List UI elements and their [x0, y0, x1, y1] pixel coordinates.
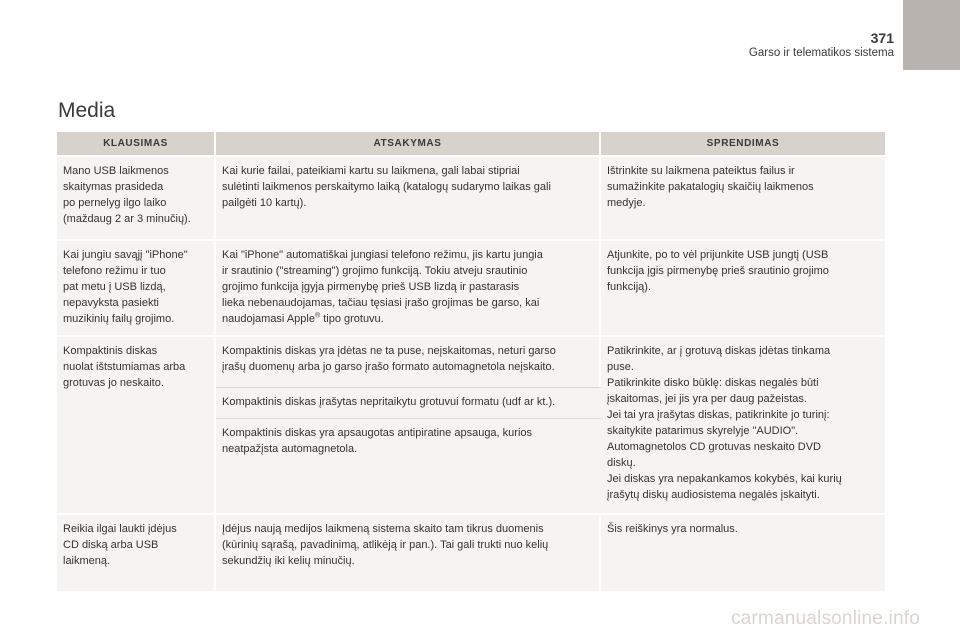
table-header-row	[57, 132, 885, 155]
column-header-question: KLAUSIMAS	[57, 132, 216, 155]
answer-text: Kompaktinis diskas yra apsaugotas antipiratine apsauga, kurios neatpažįsta automagnetola.	[222, 427, 533, 455]
question-cell	[57, 513, 216, 591]
solution-cell	[601, 335, 885, 513]
answer-cell	[216, 155, 601, 239]
troubleshooting-table	[57, 132, 885, 591]
question-cell	[57, 239, 216, 335]
answer-text	[222, 247, 593, 327]
solution-text: Patikrinkite, ar į grotuvą diskas įdėtas tinkama puse. Patikrinkite disko būklę: diskas negalės būti įskaitomas, jei jis yra per daug pažeistas. Jei tai yra įrašytas diskas, patikrinkite jo turinį: skaitykite patarimus skyrelyje "AUDIO". Automagnetolos CD grotuvas neskaito DVD diskų. Jei diskas yra nepakankamos kokybės, kai kurių įrašytų diskų audiosistema negalės įskaityti.	[607, 345, 842, 501]
answer-text-main: Kai "iPhone" automatiškai jungiasi telefono režimu, jis kartu jungia ir srautinio ("streaming") grojimo funkciją. Tokiu atveju srautinio grojimo funkcija įgyja pirmenybę prieš USB lizdą ir pastarasis lieka nebenaudojamas, tačiau tęsiasi įrašo grojimas be garso, kai naudojamasi Apple	[222, 249, 543, 325]
section-header: Garso ir telematikos sistema	[748, 47, 894, 59]
column-header-solution: SPRENDIMAS	[601, 132, 885, 155]
answer-cell	[216, 418, 601, 513]
question-text: Kai jungiu savąjį "iPhone" telefono režimu ir tuo pat metu į USB lizdą, nepavyksta pasiekti muzikinių failų grojimo.	[63, 249, 188, 325]
question-cell	[57, 335, 216, 513]
column-header-answer: ATSAKYMAS	[216, 132, 601, 155]
answer-text: Kompaktinis diskas įrašytas nepritaikytu grotuvui formatu (udf ar kt.).	[222, 396, 556, 408]
answer-text: Kai kurie failai, pateikiami kartu su laikmena, gali labai stipriai sulėtinti laikmenos perskaitymo laiką (katalogų sudarymo laikas gali pailgėti 10 kartų).	[222, 165, 551, 209]
question-text: Reikia ilgai laukti įdėjus CD diską arba USB laikmeną.	[63, 523, 177, 567]
table-row	[57, 513, 885, 591]
page-title: Media	[58, 99, 116, 122]
registered-mark: ®	[314, 312, 321, 320]
table-row	[57, 239, 885, 335]
solution-cell	[601, 239, 885, 335]
solution-cell	[601, 155, 885, 239]
question-text: Mano USB laikmenos skaitymas prasideda po pernelyg ilgo laiko (maždaug 2 ar 3 minučių).	[63, 165, 191, 225]
solution-cell	[601, 513, 885, 591]
answer-cell	[216, 335, 601, 387]
answer-text: Kompaktinis diskas yra įdėtas ne ta puse, neįskaitomas, neturi garso įrašų duomenų arba jo garso įrašo formato automagnetola neįskaito.	[222, 345, 556, 373]
table-row	[57, 335, 885, 387]
solution-text: Šis reiškinys yra normalus.	[607, 523, 738, 535]
solution-text: Ištrinkite su laikmena pateiktus failus ir sumažinkite pakatalogių skaičių laikmenos medyje.	[607, 165, 814, 209]
question-text: Kompaktinis diskas nuolat ištstumiamas arba grotuvas jo neskaito.	[63, 345, 186, 389]
corner-tab	[903, 0, 960, 70]
table-row	[57, 155, 885, 239]
answer-cell	[216, 387, 601, 418]
question-cell	[57, 155, 216, 239]
answer-text-end: tipo grotuvu.	[320, 313, 384, 325]
solution-text: Atjunkite, po to vėl prijunkite USB jungtį (USB funkcija įgis pirmenybę prieš srautinio grojimo funkciją).	[607, 249, 829, 293]
answer-cell	[216, 239, 601, 335]
answer-cell	[216, 513, 601, 591]
answer-text: Įdėjus naują medijos laikmeną sistema skaito tam tikrus duomenis (kūrinių sąrašą, pavadinimą, atlikėją ir pan.). Tai gali trukti nuo kelių sekundžių iki kelių minučių.	[222, 523, 549, 567]
watermark: carmanualsonline.info	[730, 608, 920, 629]
page-number: 371	[870, 30, 894, 46]
